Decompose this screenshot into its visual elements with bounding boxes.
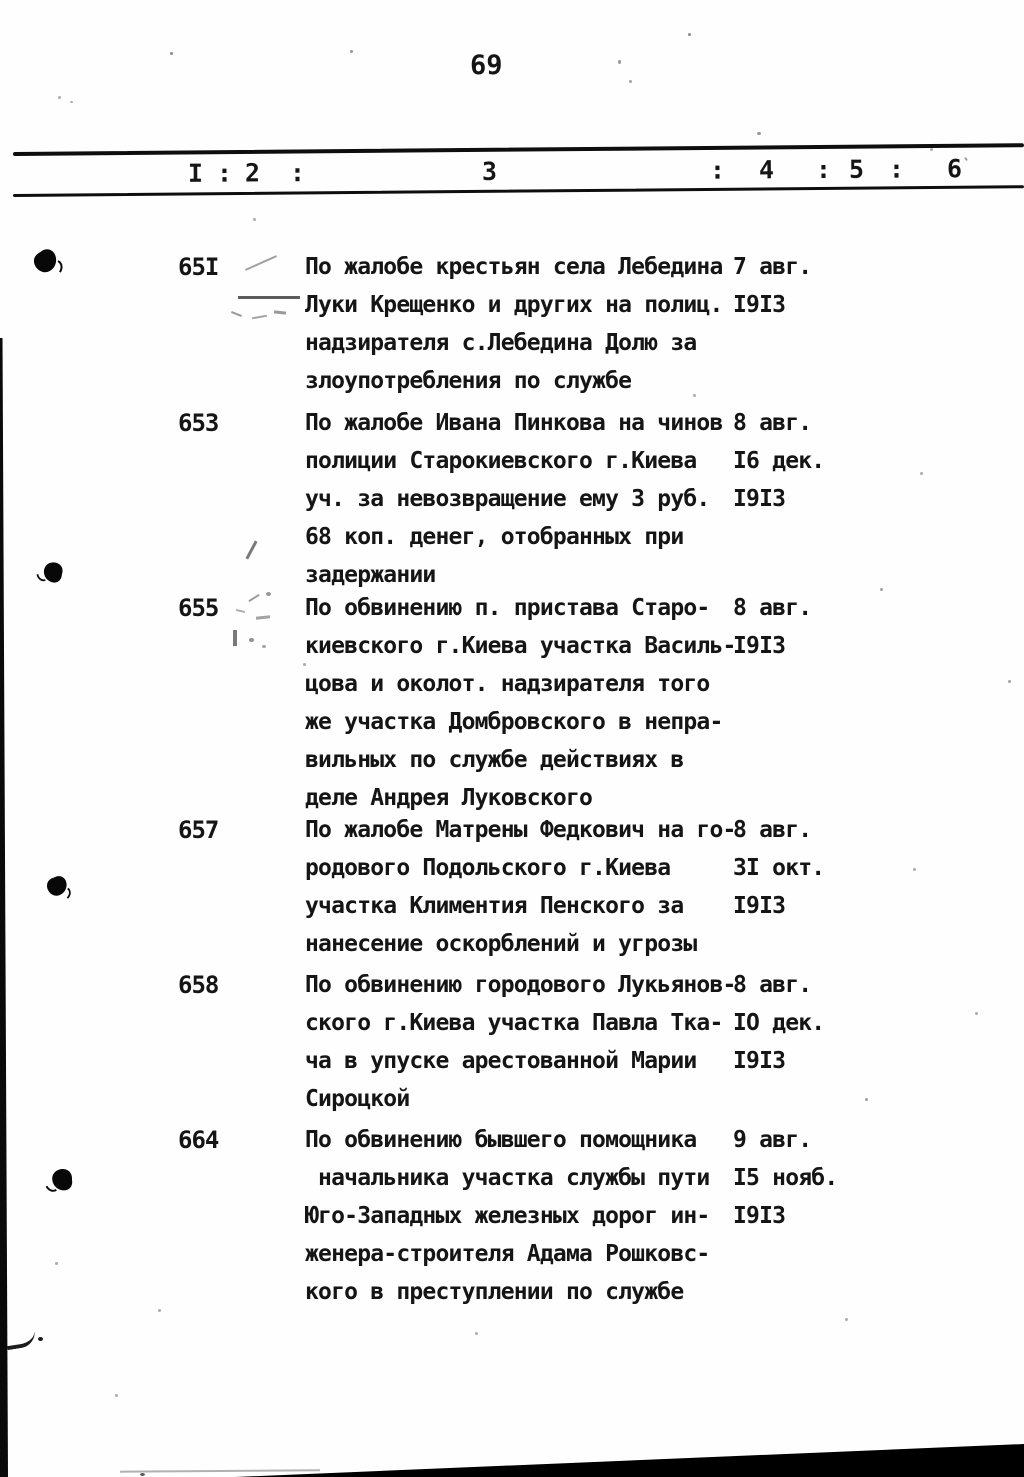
description-line: Сироцкой xyxy=(305,1086,410,1112)
description-line: Юго-Западных железных дорог ин- xyxy=(305,1203,710,1229)
description-line: начальника участка службы пути xyxy=(305,1165,710,1191)
entry-number: 655 xyxy=(178,594,219,622)
description-line: участка Климентия Пенского за xyxy=(305,893,684,919)
entry-description xyxy=(305,589,736,817)
description-line: нанесение оскорблений и угрозы xyxy=(305,931,697,957)
entry-number: 664 xyxy=(178,1126,219,1154)
ink-blot xyxy=(26,242,67,283)
entry-dates xyxy=(733,248,811,324)
description-line: 68 коп. денег, отобранных при xyxy=(305,524,684,550)
column-separator: : xyxy=(216,158,233,188)
date-line: I9I3 xyxy=(733,1203,786,1229)
date-line: 8 авг. xyxy=(733,972,812,998)
column-separator: : xyxy=(888,154,905,184)
date-line: I9I3 xyxy=(733,893,786,919)
description-line: Луки Крещенко и других на полиц. xyxy=(305,292,723,318)
pencil-dash-dot xyxy=(38,1337,43,1341)
entry-number: 65I xyxy=(178,253,219,281)
description-line: злоупотребления по службе xyxy=(305,368,632,394)
entry-dates xyxy=(733,1121,837,1235)
description-line: кого в преступлении по службе xyxy=(305,1279,684,1305)
description-line: родового Подольского г.Киева xyxy=(305,855,671,881)
entry-dates xyxy=(733,811,824,925)
date-line: 3I окт. xyxy=(733,855,825,881)
pencil-slash xyxy=(245,540,257,559)
description-line: полиции Старокиевского г.Киева xyxy=(305,448,697,474)
description-line: деле Андрея Луковского xyxy=(305,785,593,811)
description-line: киевского г.Киева участка Василь- xyxy=(305,633,736,659)
page-number: 69 xyxy=(470,50,503,81)
pencil-smudge xyxy=(236,609,245,613)
description-line: уч. за невозвращение ему 3 руб. xyxy=(305,486,710,512)
pencil-smudge xyxy=(252,315,267,320)
column-header-2: 2 xyxy=(244,158,261,188)
ink-blot xyxy=(40,872,76,904)
pencil-smudge xyxy=(245,255,277,271)
description-line: По обвинению п. пристава Старо- xyxy=(305,595,710,621)
column-header-1: I xyxy=(187,158,204,188)
column-header-3: 3 xyxy=(481,156,498,187)
entry-description xyxy=(305,811,736,963)
pencil-smudge xyxy=(238,296,300,299)
pencil-smudge xyxy=(248,594,259,602)
ink-blot xyxy=(32,553,69,590)
date-line: 8 авг. xyxy=(733,817,812,843)
table-column-headers xyxy=(0,154,1024,194)
description-line: По жалобе Матрены Федкович на го- xyxy=(305,817,736,843)
entry-dates xyxy=(733,589,811,665)
entry-description xyxy=(305,248,723,400)
date-line: 8 авг. xyxy=(733,595,812,621)
entry-number: 657 xyxy=(178,816,219,844)
column-separator: : xyxy=(709,155,726,185)
description-line: же участка Домбровского в непра- xyxy=(305,709,723,735)
pencil-smudge xyxy=(266,592,271,596)
date-line: 7 авг. xyxy=(733,254,812,280)
description-line: По обвинению бывшего помощника xyxy=(305,1127,697,1153)
description-line: ча в упуске арестованной Марии xyxy=(305,1048,697,1074)
entry-dates xyxy=(733,404,824,518)
scan-edge-bottom-fade xyxy=(120,1469,320,1472)
pencil-smudge xyxy=(233,630,237,646)
date-line: I9I3 xyxy=(733,633,786,659)
date-line: 9 авг. xyxy=(733,1127,812,1153)
description-line: вильных по службе действиях в xyxy=(305,747,684,773)
column-header-5: 5 xyxy=(848,154,865,184)
description-line: задержании xyxy=(305,562,436,588)
description-line: надзирателя с.Лебедина Долю за xyxy=(305,330,697,356)
description-line: По жалобе Ивана Пинкова на чинов xyxy=(305,410,723,436)
date-line: IO дек. xyxy=(733,1010,825,1036)
pencil-smudge xyxy=(274,310,286,314)
date-line: I9I3 xyxy=(733,1048,786,1074)
pencil-smudge xyxy=(231,311,242,317)
entry-description xyxy=(305,1121,709,1311)
date-line: I6 дек. xyxy=(733,448,825,474)
pencil-smudge xyxy=(249,638,254,642)
date-line: I9I3 xyxy=(733,292,786,318)
entry-dates xyxy=(733,966,824,1080)
pencil-dash xyxy=(5,1330,37,1350)
description-line: ского г.Киева участка Павла Тка- xyxy=(305,1010,723,1036)
column-separator: : xyxy=(815,154,832,185)
date-line: 8 авг. xyxy=(733,410,812,436)
date-line: I5 нояб. xyxy=(733,1165,838,1191)
column-header-6: 6 xyxy=(946,154,963,184)
entry-number: 658 xyxy=(178,971,219,999)
column-header-4: 4 xyxy=(758,155,775,185)
description-line: женера-строителя Адама Рошковс- xyxy=(305,1241,710,1267)
entry-number: 653 xyxy=(178,409,219,437)
description-line: По жалобе крестьян села Лебедина xyxy=(305,254,723,280)
description-line: По обвинению городового Лукьянов- xyxy=(305,972,736,998)
description-line: цова и околот. надзирателя того xyxy=(305,671,710,697)
pencil-smudge xyxy=(262,645,266,648)
scan-edge-left xyxy=(0,338,8,1477)
pencil-smudge xyxy=(256,615,270,619)
column-separator: : xyxy=(289,158,306,188)
date-line: I9I3 xyxy=(733,486,786,512)
entry-description xyxy=(305,404,723,594)
entry-description xyxy=(305,966,736,1118)
ink-blot xyxy=(43,1163,78,1198)
